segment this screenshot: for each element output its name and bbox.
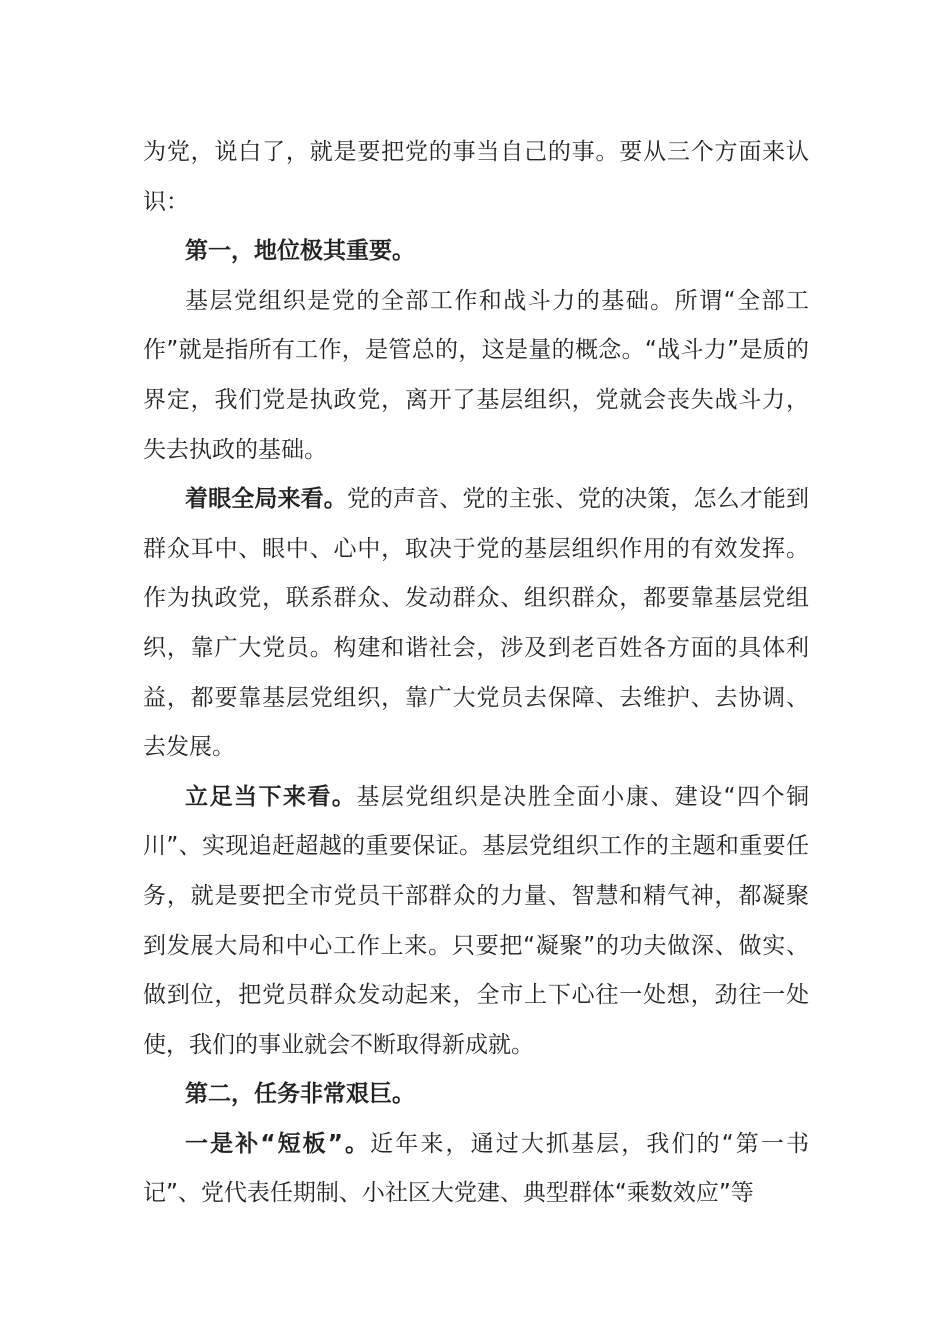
paragraph-text: 党的声音、党的主张、党的决策，怎么才能到群众耳中、眼中、心中，取决于党的基层组织作用的有效发挥。作为执政党，联系群众、发动群众、组织群众，都要靠基层党组织，靠广大党员。构建和谐社会，涉及到老百姓各方面的具体利益，都要靠基层党组织，靠广大党员去保障、去维护、去协调、去发展。 <box>143 486 810 761</box>
paragraph-text: 基层党组织是决胜全面小康、建设“四个铜川”、实现追赶超越的重要保证。基层党组织工作的主题和重要任务，就是要把全市党员干部群众的力量、智慧和精气神，都凝聚到发展大局和中心工作上来。只要把“凝聚”的功夫做深、做实、做到位，把党员群众发动起来，全市上下心往一处想，劲往一处使，我们的事业就会不断取得新成就。 <box>143 783 810 1058</box>
paragraph-lead: 着眼全局来看。 <box>185 486 347 513</box>
paragraph-lead: 一是补“短板”。 <box>185 1130 371 1157</box>
heading-text: 第一，地位极其重要。 <box>185 238 415 265</box>
paragraph-text: 近年来，通过大抓基层，我们的“第一书记”、党代表任期制、小社区大党建、典型群体“乘数效应”等 <box>143 1130 810 1207</box>
paragraph-overall-view <box>143 475 809 773</box>
paragraph-foundation <box>143 277 809 475</box>
paragraph-text: 基层党组织是党的全部工作和战斗力的基础。所谓“全部工作”就是指所有工作，是管总的，这是量的概念。“战斗力”是质的界定，我们党是执政党，离开了基层组织，党就会丧失战斗力，失去执政的基础。 <box>143 287 809 463</box>
section-heading-first <box>143 227 809 277</box>
document-page <box>143 128 809 1219</box>
heading-text: 第二，任务非常艰巨。 <box>185 1081 415 1108</box>
paragraph-current-view <box>143 773 809 1071</box>
paragraph-text: 为党，说白了，就是要把党的事当自己的事。要从三个方面来认识： <box>143 139 809 215</box>
paragraph-lead: 立足当下来看。 <box>185 783 357 810</box>
paragraph-continuation <box>143 128 809 227</box>
paragraph-shortboard <box>143 1120 809 1219</box>
section-heading-second <box>143 1070 809 1120</box>
